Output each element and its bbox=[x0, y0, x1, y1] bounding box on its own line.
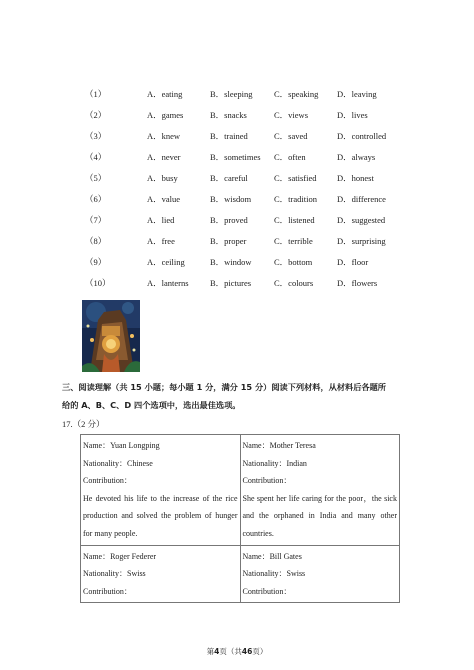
card-name: Name：Roger Federer bbox=[83, 551, 157, 561]
footer-suffix: 页） bbox=[252, 647, 268, 656]
question-header: 17.（2 分） bbox=[62, 419, 105, 429]
option-c: C．tradition bbox=[274, 194, 317, 204]
people-info-table bbox=[80, 434, 400, 603]
option-d: D．always bbox=[337, 152, 376, 162]
card-roger-federer bbox=[81, 545, 241, 603]
section-instruction bbox=[62, 378, 418, 414]
option-c: C．terrible bbox=[274, 236, 313, 246]
option-b: B．sleeping bbox=[210, 89, 253, 99]
card-nationality: Nationality：Chinese bbox=[83, 458, 153, 468]
option-c: C．views bbox=[274, 110, 309, 120]
option-a: A．never bbox=[147, 152, 181, 162]
footer-page-number: 4 bbox=[214, 647, 220, 656]
option-b: B．snacks bbox=[210, 110, 247, 120]
option-c: C．colours bbox=[274, 278, 314, 288]
option-a: A．knew bbox=[147, 131, 181, 141]
choice-row bbox=[85, 88, 415, 102]
question-number: （3） bbox=[85, 131, 107, 141]
choice-row bbox=[85, 214, 415, 228]
option-d: D．leaving bbox=[337, 89, 377, 99]
question-number: （6） bbox=[85, 194, 107, 204]
option-c: C．speaking bbox=[274, 89, 319, 99]
option-c: C．satisfied bbox=[274, 173, 317, 183]
option-d: D．lives bbox=[337, 110, 368, 120]
option-b: B．careful bbox=[210, 173, 248, 183]
option-d: D．difference bbox=[337, 194, 386, 204]
option-c: C．often bbox=[274, 152, 306, 162]
choice-row bbox=[85, 172, 415, 186]
section-instruction-line-2: 给的 A、B、C、D 四个选项中，选出最佳选项。 bbox=[62, 400, 241, 410]
choice-row bbox=[85, 235, 415, 249]
table-row bbox=[81, 435, 400, 546]
option-a: A．free bbox=[147, 236, 175, 246]
card-contribution-text: He devoted his life to the increase of the rice production and solved the problem of hunger for many people. bbox=[83, 493, 238, 538]
choice-row bbox=[85, 193, 415, 207]
card-name: Name：Yuan Longping bbox=[83, 441, 160, 450]
option-a: A．busy bbox=[147, 173, 178, 183]
option-b: B．proved bbox=[210, 215, 248, 225]
card-nationality: Nationality：Swiss bbox=[242, 569, 306, 579]
option-a: A．value bbox=[147, 194, 181, 204]
card-contribution-label: Contribution： bbox=[242, 586, 292, 596]
option-b: B．sometimes bbox=[210, 152, 261, 162]
card-yuan-longping bbox=[81, 435, 241, 546]
question-number: （2） bbox=[85, 110, 107, 120]
option-d: D．flowers bbox=[337, 278, 378, 288]
footer-total-pages: 46 bbox=[241, 647, 253, 656]
option-b: B．wisdom bbox=[210, 194, 252, 204]
illustration-image bbox=[82, 300, 140, 372]
page-footer bbox=[0, 646, 474, 657]
option-c: C．bottom bbox=[274, 257, 313, 267]
option-d: D．surprising bbox=[337, 236, 386, 246]
card-bill-gates bbox=[240, 545, 400, 603]
card-name: Name：Mother Teresa bbox=[242, 441, 316, 450]
option-c: C．listened bbox=[274, 215, 315, 225]
footer-prefix: 第 bbox=[206, 647, 215, 656]
choice-row bbox=[85, 256, 415, 270]
option-a: A．lanterns bbox=[147, 278, 189, 288]
option-d: D．suggested bbox=[337, 215, 386, 225]
card-name: Name：Bill Gates bbox=[242, 551, 302, 561]
card-contribution-label: Contribution： bbox=[83, 476, 132, 486]
footer-mid: 页（共 bbox=[219, 647, 242, 656]
card-mother-teresa bbox=[240, 435, 400, 546]
choice-row bbox=[85, 151, 415, 165]
question-number: （7） bbox=[85, 215, 107, 225]
table-row bbox=[81, 545, 400, 603]
option-b: B．proper bbox=[210, 236, 247, 246]
choice-row bbox=[85, 277, 415, 291]
option-c: C．saved bbox=[274, 131, 308, 141]
question-number: （8） bbox=[85, 236, 107, 246]
card-contribution-label: Contribution： bbox=[83, 586, 132, 596]
option-a: A．ceiling bbox=[147, 257, 185, 267]
question-number: （5） bbox=[85, 173, 107, 183]
question-number: （10） bbox=[85, 278, 111, 288]
option-b: B．trained bbox=[210, 131, 248, 141]
question-number: （4） bbox=[85, 152, 107, 162]
option-a: A．eating bbox=[147, 89, 183, 99]
option-b: B．window bbox=[210, 257, 252, 267]
lantern-scene-picture bbox=[82, 300, 140, 372]
card-contribution-label: Contribution： bbox=[242, 476, 292, 486]
choice-row bbox=[85, 109, 415, 123]
option-a: A．lied bbox=[147, 215, 175, 225]
card-nationality: Nationality：Indian bbox=[242, 458, 307, 468]
card-contribution-text: She spent her life caring for the poor，the sick and the orphaned in India and many other countries. bbox=[242, 493, 397, 538]
card-nationality: Nationality：Swiss bbox=[83, 569, 146, 579]
option-a: A．games bbox=[147, 110, 184, 120]
option-d: D．floor bbox=[337, 257, 369, 267]
question-number: （1） bbox=[85, 89, 107, 99]
option-d: D．honest bbox=[337, 173, 374, 183]
question-number: （9） bbox=[85, 257, 107, 267]
option-d: D．controlled bbox=[337, 131, 387, 141]
option-b: B．pictures bbox=[210, 278, 252, 288]
section-instruction-line-1: 三、阅读理解（共 15 小题；每小题 1 分，满分 15 分）阅读下列材料，从材料后各题所 bbox=[62, 382, 386, 392]
choice-row bbox=[85, 130, 415, 144]
